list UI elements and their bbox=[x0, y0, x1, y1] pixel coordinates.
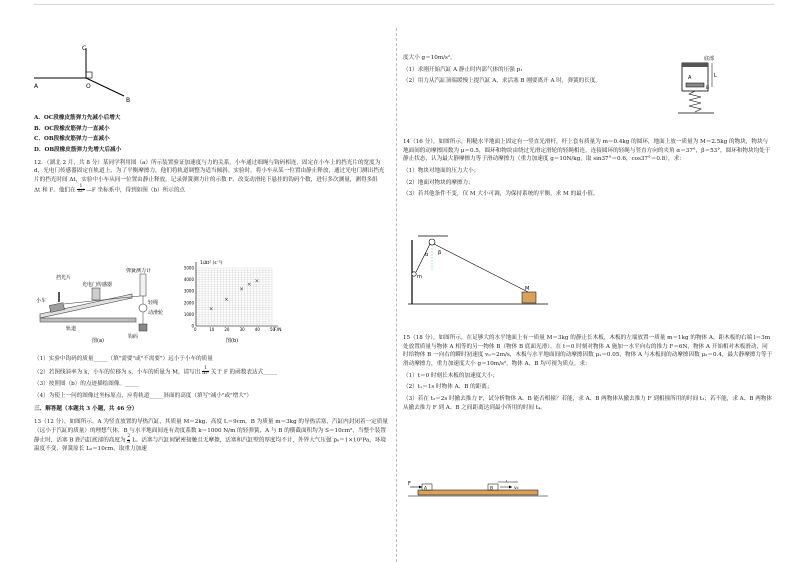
figure-pulley bbox=[408, 230, 548, 310]
q15-block bbox=[403, 330, 773, 412]
q12-sub4: （4）为使上一问的图像过坐标原点，应将轨道_____斜面的高度（填写"减小"或"增大"） bbox=[34, 392, 253, 399]
y-tick-label: 2000 bbox=[183, 300, 194, 306]
label-hook: 钩码 bbox=[128, 334, 139, 340]
q15-sub1: （1）t＝0 时刻长木板的加速度大小； bbox=[403, 372, 499, 379]
option-d: D．OB段橡皮筋弹力先增大后减小 bbox=[34, 146, 122, 153]
pulley-m: m bbox=[417, 274, 422, 280]
pulley-alpha: α bbox=[425, 252, 429, 258]
x-tick-label: 40 bbox=[254, 327, 260, 332]
q12-intro: 12．（湖北 2 月，共 8 分）某同学利用图（a）所示装置验证加速度与力的关系，小车通过细绳与钩码相连，固定在小车上的挡光片的宽度为 d，光电门传感器固定在轨道上，为了平衡摩擦力，他们将轨道调整为适当倾斜。实验时，将小车从某一位置由静止释放，通过光电门测出挡光片的挡光时间 Δt，实验中小车从同一位置由静止释放，记录弹簧测力计的示数 F，改变动滑轮下悬挂的钩码个数，进行多次测量，测得多组 Δt 和 F。他们在 $\frac{1}{\text{Δt²}}$ —F 坐标系中，得到如图（b）所示的点 bbox=[34, 159, 385, 195]
pulley-M: M bbox=[525, 286, 530, 292]
fraction-1-dt2: $\frac{1}{\text{Δt²}}$ bbox=[77, 183, 85, 195]
y-tick-label: 3000 bbox=[183, 288, 194, 294]
x-tick-label: 10 bbox=[209, 327, 215, 332]
x-tick-label: 0 bbox=[194, 327, 197, 332]
y-tick-label: 4000 bbox=[183, 277, 194, 283]
label-o: O bbox=[86, 83, 91, 90]
spring-label-b: B bbox=[706, 86, 710, 91]
q14-block bbox=[403, 134, 773, 199]
q15-intro: 15（18 分），如图所示，在足够大的水平地面上有一质量 M＝3kg 的静止长木板，木板的左端放置一质量 m＝1kg 的物体 A，距木板的右端 l＝3m 处放置质量与物体 A 相等的另一物体 B（物体 B 底面光滑）。在 t＝0 时刻对物体 A 施加一水平向右的推力 F＝6N，物体 A 开始相对木板滑动，同时给物体 B 一向右的瞬时初速度 v₀＝2m/s，木板与水平地面间的动摩擦因数 μ₁＝0.05，物体 A 与木板间的动摩擦因数 μ₂＝0.4，最大静摩擦力等于滑动摩擦力，重力加速度大小 g＝10m/s²，物体 A、B 均可视为质点。求： bbox=[403, 335, 773, 367]
ab-label-b: B bbox=[490, 486, 494, 492]
graph-caption: 图(b) bbox=[226, 338, 239, 344]
x-tick-label: 50 bbox=[270, 327, 276, 332]
label-b: B bbox=[126, 97, 131, 104]
q13-continued bbox=[403, 54, 673, 86]
spring-label-top: 底部 bbox=[704, 56, 715, 62]
label-shade: 挡光片 bbox=[56, 275, 72, 281]
graph-ylabel: 1/Δt² (s⁻²) bbox=[200, 261, 223, 266]
q15-sub3: （3）若在 t₂＝2s 时撤去推力 F，试分析物体 A、B 能否相撞？若能，求 A、B 两物体从撤去推力 F 到相撞所用的时间 t₃；若不能，求 A、B 两物体从撤去推力 F 到 A、B 之间距离达到最小所用的时间 t₄。 bbox=[403, 395, 772, 411]
q14-sub1: （1）物块对地面的压力大小； bbox=[403, 167, 480, 174]
q14-sub3: （3）若其他条件不变，仅 M 大小可调，为保持系统的平衡，求 M 的最小值。 bbox=[403, 191, 599, 198]
q13-sub2: （2）用力从汽缸顶端缓慢上提汽缸 A，求活塞 B 刚要离开 A 时，弹簧的长度。 bbox=[403, 78, 602, 85]
option-b: B．OC段橡皮筋弹力一直减小 bbox=[34, 125, 110, 132]
y-tick-label: 1000 bbox=[183, 311, 194, 317]
label-sensor: 光电门传感器 bbox=[82, 282, 113, 288]
figure-spring bbox=[674, 55, 734, 125]
graph-xlabel: F/N bbox=[274, 328, 282, 333]
ab-label-f: F bbox=[408, 481, 411, 487]
label-a: A bbox=[34, 83, 39, 90]
label-scale: 弹簧测力计 bbox=[126, 268, 152, 274]
q14-intro: 14（16 分），如图所示，粗糙水平地面上固定有一竖直光滑杆，杆上套有质量为 m＝0.4kg 的圆环，地面上放一质量为 M＝2.5kg 的物块，物块与地面间的动摩擦因数为 μ＝0.5，圆环和物块由绕过光滑定滑轮的轻绳相连，连接圆环的轻绳与竖直方向的夹角 α＝37°，β＝53°，圆环和物块均处于静止状态，认为最大静摩擦力等于滑动摩擦力（重力加速度 g＝10N/kg，取 sin37°＝0.6，cos37°＝0.8），求： bbox=[403, 139, 771, 163]
q13-sub1: （1）求刚开始汽缸 A 静止时内部气体的压强 p₁ bbox=[403, 66, 523, 73]
y-tick-label: 5000 bbox=[183, 265, 194, 271]
x-tick-label: 30 bbox=[239, 327, 245, 332]
y-tick-label: 0 bbox=[191, 323, 194, 329]
option-c: C．OB段橡皮筋弹力一直减小 bbox=[34, 136, 110, 143]
label-c: C bbox=[82, 45, 87, 52]
pulley-beta: β bbox=[438, 250, 442, 256]
x-tick-label: 20 bbox=[224, 327, 230, 332]
graph-plot bbox=[184, 262, 278, 332]
q12-sub1: （1）实验中钩码的质量_____（填"需要"或"不需要"）远小于小车的质量 bbox=[34, 356, 213, 362]
ab-label-v0: v₀ bbox=[514, 486, 519, 491]
figure-graph bbox=[170, 258, 290, 344]
q14-sub2: （2）地面对物块的摩擦力； bbox=[403, 179, 474, 186]
spring-label-a: A bbox=[688, 75, 692, 81]
q15-sub2: （2）t₁＝1s 时物体 A、B 的距离； bbox=[403, 384, 493, 391]
fraction-2-3: $\frac{2}{3}$ bbox=[127, 434, 131, 445]
label-rope: 轻绳 bbox=[148, 300, 159, 306]
section-3-heading: 三、解答题（本题共 3 小题，共 46 分） bbox=[34, 406, 138, 413]
q12-subs bbox=[34, 352, 388, 454]
caption-a: 图(a) bbox=[92, 338, 104, 344]
label-track: 轨道 bbox=[66, 326, 77, 332]
ab-label-a: A bbox=[424, 486, 428, 492]
option-a: A．OC段橡皮筋弹力先减小后增大 bbox=[34, 115, 121, 121]
fraction-1-dt2-b: $\frac{1}{\text{Δt²}}$ bbox=[202, 365, 210, 377]
ab-label-l: l bbox=[506, 480, 508, 484]
q12-sub3: （3）按照图（b）的点迹描绘图像。_____ bbox=[34, 380, 140, 387]
spring-label-l: L bbox=[714, 73, 717, 79]
label-car: 小车 bbox=[36, 298, 47, 304]
figure-apparatus bbox=[36, 268, 166, 344]
label-pulley: 动滑轮 bbox=[148, 310, 164, 316]
q13-cont: 度大小 g＝10m/s²。 bbox=[403, 55, 456, 61]
q13-intro: 13（12 分），如图所示，A 为竖直放置的导热汽缸，其质量 M＝2kg、高度 L＝9cm，B 为质量 m＝3kg 的导热活塞，汽缸内封闭着一定质量（远小于汽缸的质量）的理想气体，B 与水平地面间连有劲度系数 k＝1000 N/m 的轻弹簧，A 与 B 的横截面积均为 S＝10cm²，当整个装置静止时，活塞 B 距汽缸底部的高度为 $\frac{2}{3}$ L。活塞与汽缸间紧密接触且无摩擦，活塞和汽缸壁的厚度均不计，外界大气压强 p₀＝1×10⁵Pa，环境温度不变，弹簧原长 L₀＝10cm，取重力加速 bbox=[34, 418, 388, 453]
q12-sub2: （2）若图线斜率为 k，小车的位移为 s，小车的质量为 M，请写出 $\frac{1}{\text{Δt²}}$ 关于 F 的函数表达式_____ bbox=[34, 365, 278, 377]
figure-ab bbox=[408, 480, 548, 502]
column-divider bbox=[396, 28, 397, 562]
